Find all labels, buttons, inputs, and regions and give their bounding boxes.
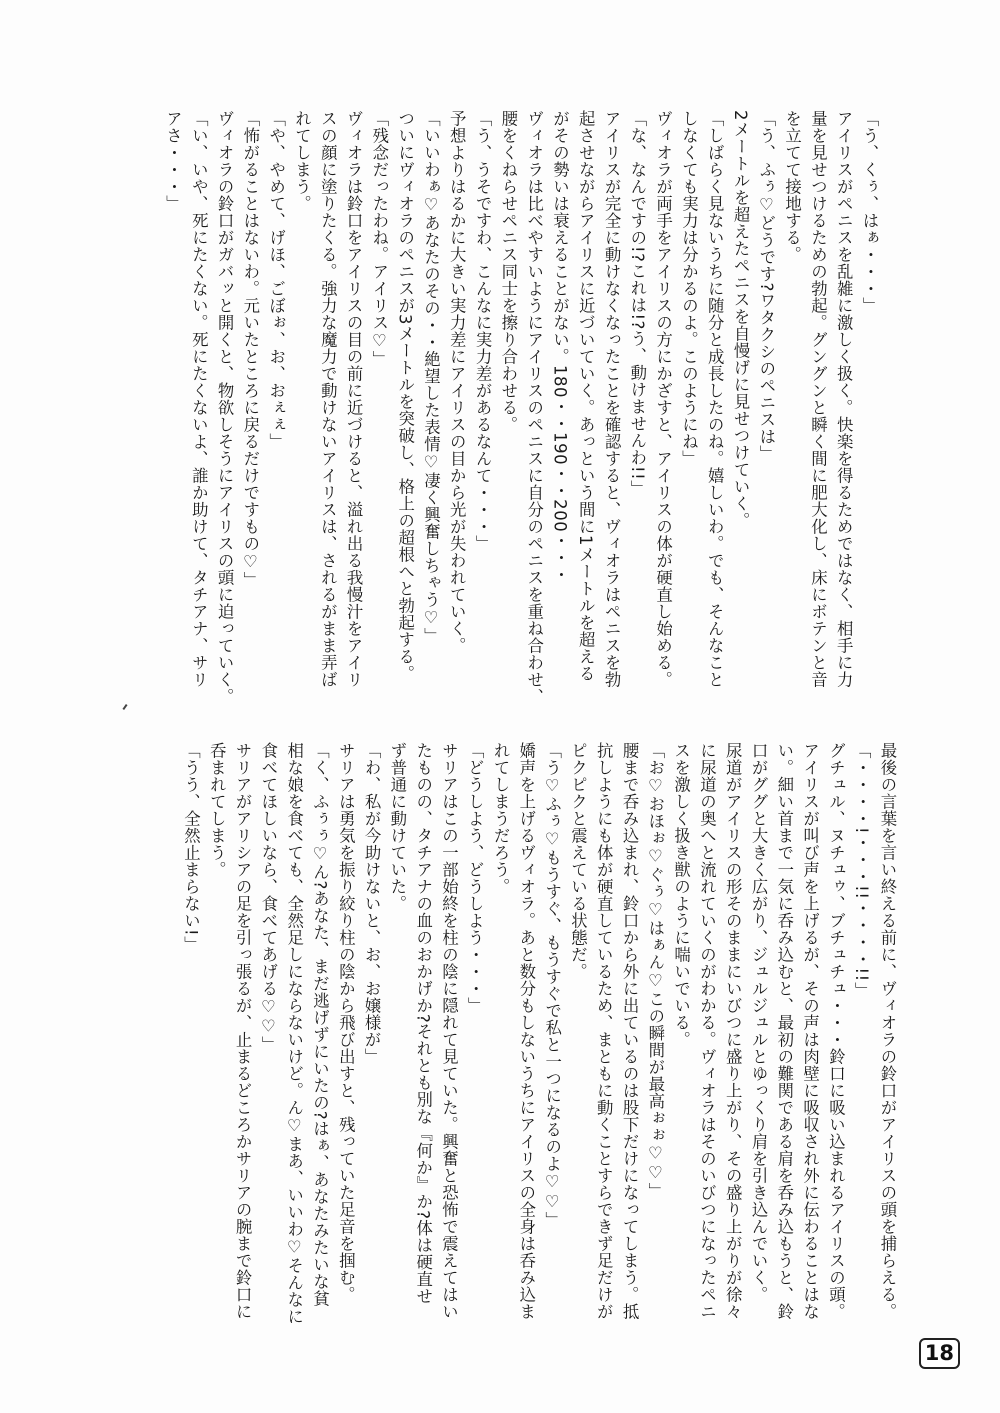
text-line: 相な娘を食べても、全然足しにならないけど。ん♡まあ、いいわ♡そんなに [284, 742, 304, 1326]
text-line: 「お♡おほぉ♡ぐぅ♡はぁん♡この瞬間が最高ぉぉ♡♡」 [645, 742, 665, 1200]
text-line: サリアは勇気を振り絞り柱の陰から飛び出すと、残っていた足音を掴む。 [336, 742, 356, 1303]
text-line: がその勢いは衰えることがない。180・・190・・200・・・ [550, 110, 570, 584]
page-number: 18 [919, 1338, 960, 1369]
text-line: ヴィオラが両手をアイリスの方にかざすと、アイリスの体が硬直し始める。 [653, 110, 673, 688]
text-line: しなくても実力は分かるのよ。このようにね」 [679, 110, 699, 467]
text-line: アイリスが叫び声を上げるが、その声は肉壁に吸収され外に伝わることはな [800, 742, 820, 1320]
text-line: 「うう、全然止まらない!」 [181, 742, 201, 954]
text-line: い。細い首まで一気に呑み込むと、最初の難関である肩を呑み込もうと、鈴 [774, 742, 794, 1320]
text-line: サリアがアリシアの足を引っ張るが、止まるどころかサリアの腕まで鈴口に [233, 742, 253, 1320]
text-line: ヴィオラの鈴口がガバッと開くと、物欲しそうにアイリスの頭に迫っていく。 [215, 110, 235, 705]
text-line: 「う♡ふぅ♡もうすぐ、もうすぐで私と一つになるのよ♡♡」 [542, 742, 562, 1229]
text-line: 「どうしよう、どうしよう・・・」 [465, 742, 485, 1014]
text-line: 食べてほしいなら、食べてあげる♡♡」 [258, 742, 278, 1054]
text-line: スの顔に塗りたくる。強力な魔力で動けないアイリスは、されるがまま弄ば [318, 110, 338, 688]
text-line: 「い、いや、死にたくない。死にたくないよ、誰か助けて、タチアナ、サリ [189, 110, 209, 688]
text-line: 呑まれてしまう。 [207, 742, 227, 878]
text-line: 「わ、私が今助けないと、お、お嬢様が」 [362, 742, 382, 1065]
text-line: 「しばらく見ないうちに随分と成長したのね。嬉しいわ。でも、そんなこと [705, 110, 725, 688]
text-line: ヴィオラは比べやすいようにアイリスのペニスに自分のペニスを重ね合わせ、 [524, 110, 544, 705]
text-line: サリアはこの一部始終を柱の陰に隠れて見ていた。興奮と恐怖で震えてはい [439, 742, 459, 1320]
text-line: 尿道がアイリスの形そのままにいびつに盛り上がり、その盛り上がりが徐々 [723, 742, 743, 1320]
text-line: 「いいわぁ♡あなたのその・・絶望した表情♡凄く興奮しちゃう♡」 [421, 110, 441, 645]
text-line: アイリスが完全に動けなくなったことを確認すると、ヴィオラはペニスを勃 [602, 110, 622, 688]
text-line: 腰まで呑み込まれ、鈴口から外に出ているのは股下だけになってしまう。抵 [620, 742, 640, 1320]
text-line: れてしまう。 [292, 110, 312, 212]
text-line: 予想よりはるかに大きい実力差にアイリスの目から光が失われていく。 [447, 110, 467, 654]
text-line: 口がググと大きく広がり、ジュルジュルとゆっくり肩を引き込んでいく。 [749, 742, 769, 1303]
text-line: 嬌声を上げるヴィオラ。あと数分もしないうちにアイリスの全身は呑み込ま [516, 742, 536, 1320]
text-line: 2メートルを超えたペニスを自慢げに見せつけていく。 [731, 110, 751, 530]
text-line: 量を見せつけるための勃起。グングンと瞬く間に肥大化し、床にボテンと音 [808, 110, 828, 688]
text-line: アさ・・・」 [163, 110, 183, 212]
text-line: 「残念だったわね。アイリス♡」 [369, 110, 389, 368]
text-line: ピクピクと震えている状態だ。 [568, 742, 588, 980]
text-line: アイリスがペニスを乱雑に激しく扱く。快楽を得るためではなく、相手に力 [834, 110, 854, 688]
text-line: ず普通に動けていた。 [387, 742, 407, 912]
text-line: 「・・・・!・・・!!・・・・!!」 [852, 742, 872, 999]
text-line: 「く、ふぅぅ♡ん?あなた、まだ逃げずにいたの?はぁ、あなたみたいな貧 [310, 742, 330, 1308]
text-line: 「な、なんですの!?これは!?う、動けませんわ!!」 [627, 110, 647, 498]
top-text-block [112, 110, 882, 718]
text-line: グチュル、ヌチュゥ、ブチュチュ・・・鈴口に吸い込まれるアイリスの頭。 [826, 742, 846, 1320]
text-line: を立てて接地する。 [782, 110, 802, 263]
text-line: 「う、くぅ、はぁ・・・」 [860, 110, 879, 314]
text-line: れてしまうだろう。 [491, 742, 511, 895]
text-line: たものの、タチアナの血のおかげか?それとも別な『何か』か?体は硬直せ [413, 742, 433, 1305]
text-line: 最後の言葉を言い終える前に、ヴィオラの鈴口がアイリスの頭を捕らえる。 [878, 742, 897, 1320]
text-line: 「う、ふぅ♡どうです?ワタクシのペニスは」 [756, 110, 776, 462]
text-line: 抗しようにも体が硬直しているため、まともに動くことすらできず足だけが [594, 742, 614, 1320]
text-line: ヴィオラは鈴口をアイリスの目の前に近づけると、溢れ出る我慢汁をアイリ [344, 110, 364, 688]
text-line: 起させながらアイリスに近づいていく。あっという間に1メートルを超える [576, 110, 596, 683]
text-line: 「や、やめて、げほ、ごぼぉ、お、おぇぇ」 [266, 110, 286, 450]
text-line: スを激しく扱き獣のように喘いでいる。 [671, 742, 691, 1048]
text-line: 「怖がることはないわ。元いたところに戻るだけですもの♡」 [240, 110, 260, 589]
text-line: 「う、うそですわ、こんなに実力差があるなんて・・・」 [473, 110, 493, 552]
text-line: 腰をくねらせペニス同士を擦り合わせる。 [498, 110, 518, 433]
text-line: ついにヴィオラのペニスが3メートルを突破し、格上の超根へと勃起する。 [395, 110, 415, 683]
bottom-text-block [110, 742, 900, 1332]
text-line: に尿道の奥へと流れていくのがわかる。ヴィオラはそのいびつになったペニ [697, 742, 717, 1320]
